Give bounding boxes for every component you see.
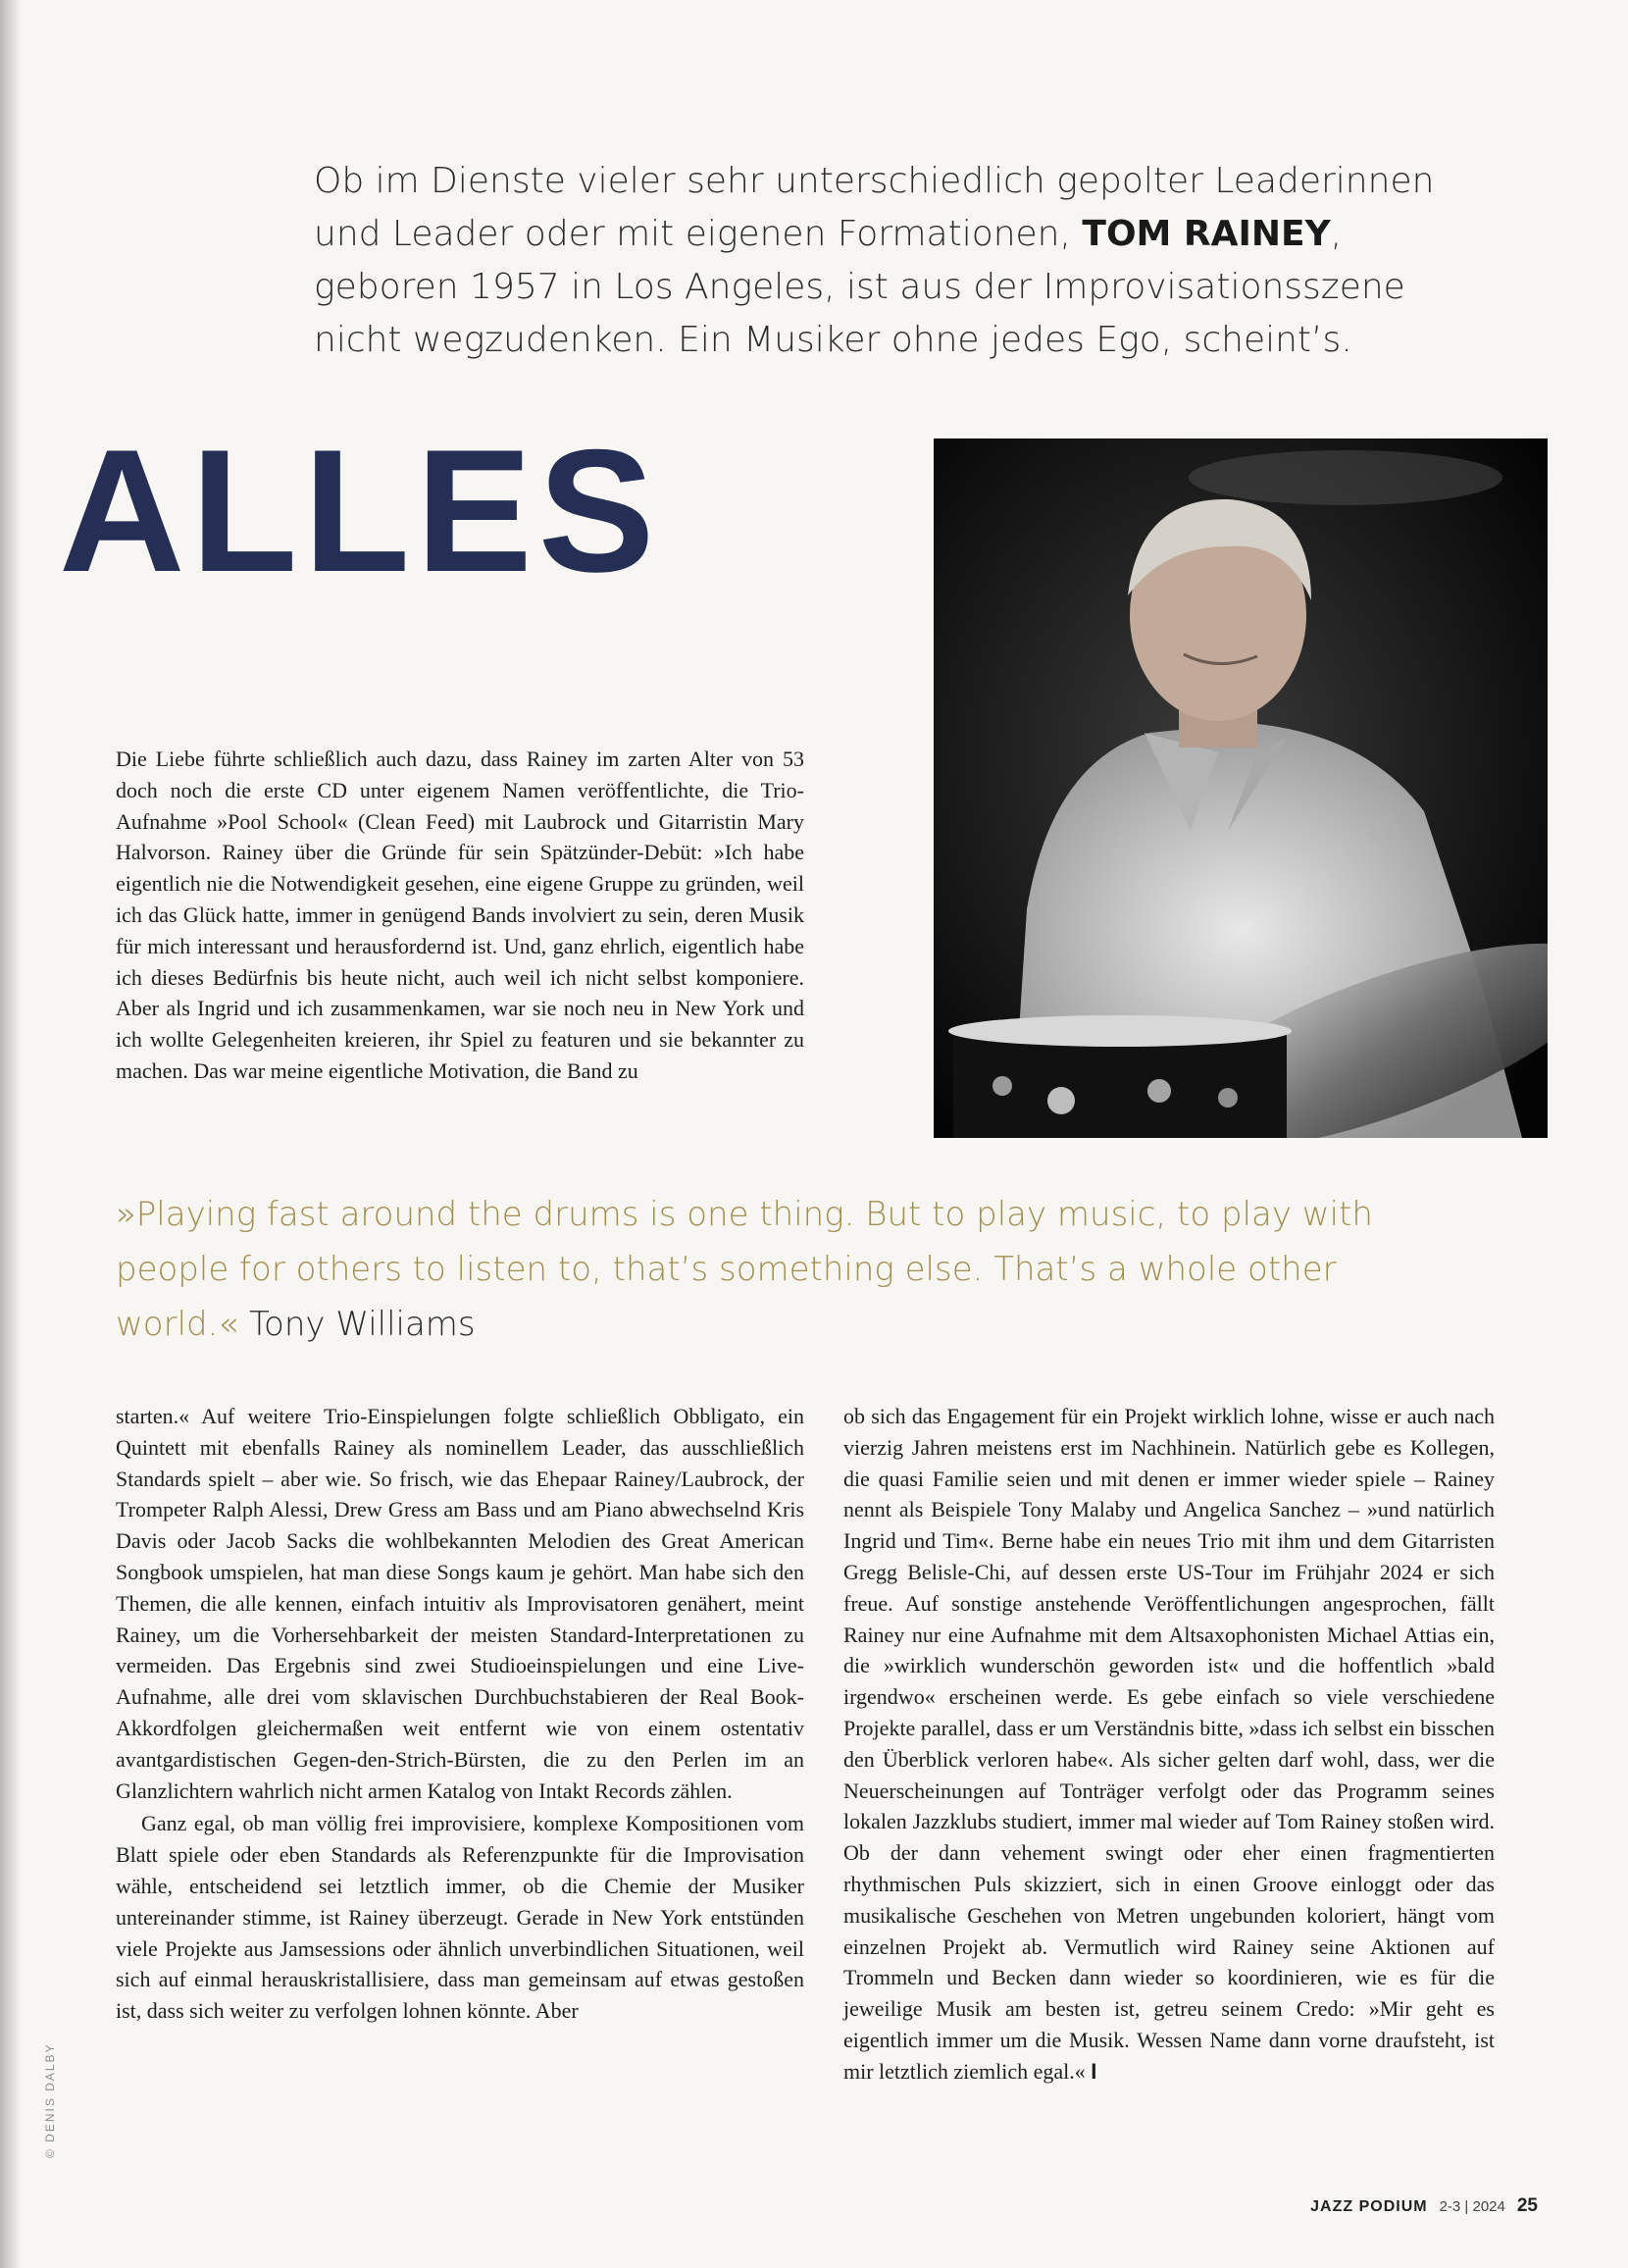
intro-artist-name: TOM RAINEY [1082, 214, 1331, 254]
drummer-photo-illustration [934, 438, 1548, 1138]
footer-page-number: 25 [1516, 2195, 1538, 2216]
page-headline: ALLES [59, 413, 661, 608]
body-column-left [116, 1401, 804, 2027]
end-mark: I [1091, 2058, 1097, 2084]
body-column-right [843, 1401, 1495, 2088]
body-paragraph-right-text: ob sich das Engagement für ein Projekt wirklich lohne, wisse er auch nach vierzig Jahren meistens erst im Nachhinein. Natürlich gebe es Kollegen, die quasi Familie seien und mit denen er immer wieder spiele – Rainey nennt als Beispiele Tony Malaby und Angelica Sanchez – »und natürlich Ingrid und Tim«. Berne habe ein neues Trio mit ihm und dem Gitarristen Gregg Belisle-Chi, auf dessen erste US-Tour im Frühjahr 2024 er sich freue. Auf sonstige anstehende Veröffentlichungen angesprochen, fällt Rainey nur eine Aufnahme mit dem Altsaxophonisten Michael Attias ein, die »wirklich wunderschön geworden ist« und die hoffentlich »bald irgendwo« erscheinen werde. Es gebe einfach so viele verschiedene Projekte parallel, dass er um Verständnis bitte, »dass ich selbst ein bisschen den Überblick verloren habe«. Als sicher gelten darf wohl, dass, wer die Neuerscheinungen auf Tonträger verfolgt oder das Programm seines lokalen Jazzklubs studiert, immer mal wieder auf Tom Rainey stoßen wird. Ob der dann vehement swingt oder eher einen fragmentierten rhythmischen Puls skizziert, sich in einen Groove einloggt oder das musikalische Geschehen von Metren ungebunden koloriert, hängt vom einzelnen Projekt ab. Vermutlich wird Rainey seine Aktionen auf Trommeln und Becken dann wieder so koordinieren, wie es für die jeweilige Musik am besten ist, getreu seinem Credo: »Mir geht es eigentlich immer um die Musik. Wessen Name dann vorne draufsteht, ist mir letztlich ziemlich egal.« [843, 1404, 1495, 2084]
page-footer [1310, 2195, 1538, 2217]
body-paragraph-left-1: starten.« Auf weitere Trio-Einspielungen folgte schließlich Obbligato, ein Quintett mit ebenfalls Rainey als nominellem Leader, das ausschließlich Standards spielt – aber wie. So frisch, wie das Ehepaar Rainey/Laubrock, der Trompeter Ralph Alessi, Drew Gress am Bass und am Piano abwechselnd Kris Davis oder Jacob Sacks die wohlbekannten Melodien des Great American Songbook umspielen, hat man diese Songs kaum je gehört. Man habe sich den Themen, die alle kennen, einfach intuitiv als Improvisatoren genähert, meint Rainey, um die Vorhersehbarkeit der meisten Standard-Interpretationen zu vermeiden. Das Ergebnis sind zwei Studioeinspielungen und eine Live-Aufnahme, alle drei vom sklavischen Durchbuchstabieren der Real Book-Akkordfolgen gleichermaßen weit entfernt wie von einem ostentativ avantgardistischen Gegen-den-Strich-Bürsten, die zu den Perlen im an Glanzlichtern wahrlich nicht armen Katalog von Intakt Records zählen. [116, 1404, 804, 1803]
pull-quote [116, 1187, 1440, 1352]
pull-quote-author: Tony Williams [249, 1305, 476, 1344]
drummer-photo [934, 438, 1548, 1138]
footer-magazine-name: JAZZ PODIUM [1310, 2198, 1428, 2215]
body-paragraph-right [843, 1401, 1495, 2088]
photo-credit: © DENIS DALBY [43, 2042, 57, 2158]
intro-text-start: Ob im Dienste vieler sehr unterschiedlich gepolter Leaderinnen und Leader oder mit eigenen Formationen, [314, 161, 1435, 254]
body-paragraph-left-2: Ganz egal, ob man völlig frei improvisiere, komplexe Kompositionen vom Blatt spiele oder eben Standards als Referenzpunkte für die Improvisation wähle, entscheidend sei letztlich immer, ob die Chemie der Musiker untereinander stimme, ist Rainey überzeugt. Gerade in New York entstünden viele Projekte aus Jamsessions oder ähnlich unverbindlichen Situationen, weil sich auf einmal herauskristallisiere, dass man gemeinsam auf etwas gestoßen ist, dass sich weiter zu verfolgen lohnen könnte. Aber [116, 1811, 804, 2024]
page-spine-shadow [0, 0, 22, 2268]
body-paragraph-top: Die Liebe führte schließlich auch dazu, dass Rainey im zarten Alter von 53 doch noch die erste CD unter eigenem Namen veröffentlichte, die Trio-Aufnahme »Pool School« (Clean Feed) mit Laubrock und Gitarristin Mary Halvorson. Rainey über die Gründe für sein Spätzünder-Debüt: »Ich habe eigentlich nie die Notwendigkeit gesehen, eine eigene Gruppe zu gründen, weil ich das Glück hatte, immer in genügend Bands involviert zu sein, deren Musik für mich interessant und herausfordernd ist. Und, ganz ehrlich, eigentlich habe ich dieses Bedürfnis bis heute nicht, auch weil ich nicht selbst komponiere. Aber als Ingrid und ich zusammenkamen, war sie noch neu in New York und ich wollte Gelegenheiten kreieren, ihr Spiel zu featuren und sie bekannter zu machen. Das war meine eigentliche Motivation, die Band zu [116, 747, 804, 1083]
pull-quote-text: »Playing fast around the drums is one thing. But to play music, to play with people for others to listen to, that’s something else. That’s a whole other world.« [116, 1195, 1373, 1344]
intro-standfirst [314, 155, 1471, 367]
intro-text-end: , geboren 1957 in Los Angeles, ist aus der Improvisationsszene nicht wegzudenken. Ein Musiker ohne jedes Ego, scheint’s. [314, 214, 1405, 360]
footer-issue: 2-3 | 2024 [1439, 2198, 1505, 2215]
